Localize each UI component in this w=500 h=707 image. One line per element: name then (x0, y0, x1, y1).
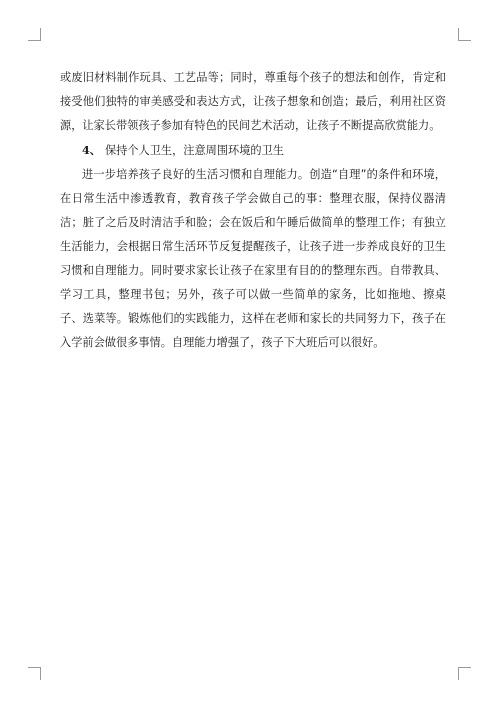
section-number: 4、 (82, 143, 101, 157)
paragraph-hygiene: 进一步培养孩子良好的生活习惯和自理能力。创造“自理”的条件和环境，在日常生活中渗透教育，教育孩子学会做自己的事：整理衣服，保持仪器清洁；脏了之后及时清洁手和脸；会在饭后和午睡后做简单的整理工作；有独立生活能力，会根据日常生活环节反复提醒孩子，让孩子进一步养成良好的卫生习惯和自理能力。同时要求家长让孩子在家里有目的的整理东西。自带教具、学习工具，整理书包；另外，孩子可以做一些简单的家务，比如拖地、擦桌子、选菜等。锻炼他们的实践能力，这样在老师和家长的共同努力下，孩子在入学前会做很多事情。自理能力增强了，孩子下大班后可以很好。 (60, 168, 446, 349)
section-heading (60, 138, 446, 163)
section-title: 保持个人卫生，注意周围环境的卫生 (104, 144, 284, 157)
document-body (60, 66, 446, 355)
crop-mark-bottom-left (28, 667, 41, 680)
crop-mark-bottom-right (458, 667, 471, 680)
crop-mark-top-right (458, 28, 471, 41)
paragraph-continuation: 或废旧材料制作玩具、工艺品等；同时，尊重每个孩子的想法和创作，肯定和接受他们独特的审美感受和表达方式，让孩子想象和创造；最后，利用社区资源，让家长带领孩子参加有特色的民间艺术活动，让孩子不断提高欣赏能力。 (60, 71, 446, 132)
crop-mark-top-left (28, 28, 41, 41)
